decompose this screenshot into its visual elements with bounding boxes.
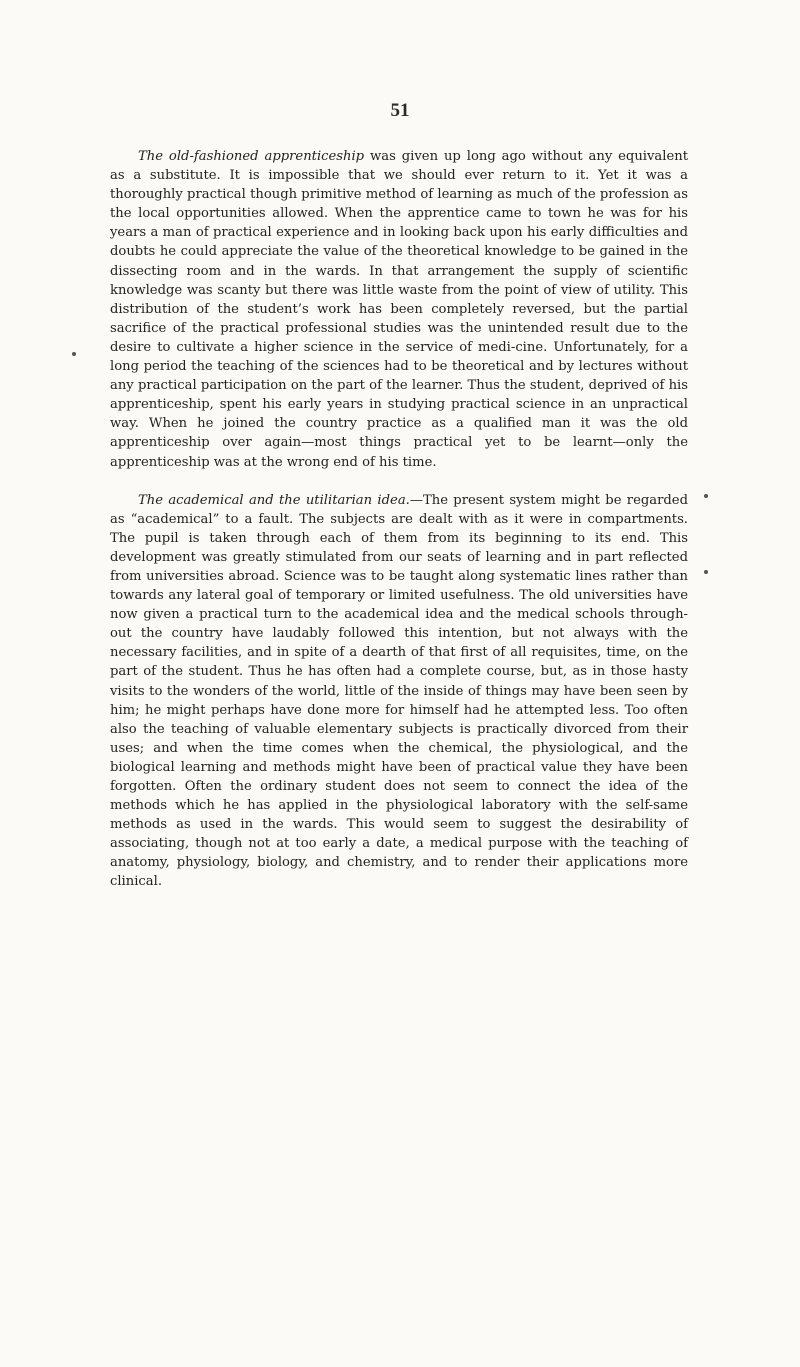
paragraph-body: —The present system might be regarded as “academical” to a fault. The subjects are dealt with as it were in compartments. The pupil is taken through each of them from its beginning to its end. This development was greatly stimulated from our seats of learning and in part reflected from universities abroad. Science was to be taught along systematic lines rather than towards any lateral goal of temporary or limited usefulness. The old universities have now given a practical turn to the academical idea and the medical schools through-out the country have laudably followed this intention, but not always with the necessary facilities, and in spite of a dearth of that first of all requisites, time, on the part of the student. Thus he has often had a complete course, but, as in those hasty visits to the wonders of the world, little of the inside of things may have been seen by him; he might perhaps have done more for himself had he attempted less. Too often also the teaching of valuable elementary subjects is practically divorced from their uses; and when the time comes when the chemical, the physiological, and the biological learning and methods might have been of practical value they have been forgotten. Often the ordinary student does not seem to connect the idea of the methods which he has applied in the physiological laboratory with the self-same methods as used in the wards. This would seem to suggest the desirability of associating, though not at too early a date, a medical purpose with the teaching of anatomy, physiology, biology, and chemistry, and to render their applications more clinical. bbox=[110, 492, 688, 890]
paragraph-academical bbox=[110, 491, 688, 892]
paragraph-lead: The academical and the utilitarian idea. bbox=[138, 492, 410, 508]
paragraph-apprenticeship bbox=[110, 147, 688, 472]
margin-mark bbox=[704, 570, 708, 574]
paragraph-lead: The old-fashioned apprenticeship bbox=[138, 149, 365, 164]
margin-mark bbox=[72, 352, 76, 356]
margin-mark bbox=[704, 494, 708, 498]
page-number: 51 bbox=[390, 100, 410, 121]
body-text bbox=[110, 147, 688, 892]
paragraph-body: was given up long ago without any equivalent as a substitute. It is impossible that we should ever return to it. Yet it was a thoroughly practical though primitive method of learning as much of the profession as the local opportunities allowed. When the apprentice came to town he was for his years a man of practical experience and in looking back upon his early difficulties and doubts he could appreciate the value of the theoretical knowledge to be gained in the dissecting room and in the wards. In that arrangement the supply of scientific knowledge was scanty but there was little waste from the point of view of utility. This distribution of the student’s work has been completely reversed, but the partial sacrifice of the practical professional studies was the unintended result due to the desire to cultivate a higher science in the service of medi-cine. Unfortunately, for a long period the teaching of the sciences had to be theoretical and by lectures without any practical participation on the part of the learner. Thus the student, deprived of his apprenticeship, spent his early years in studying practical science in an unpractical way. When he joined the country practice as a qualified man it was the old apprenticeship over again—most things practical yet to be learnt—only the apprenticeship was at the wrong end of his time. bbox=[110, 149, 688, 470]
